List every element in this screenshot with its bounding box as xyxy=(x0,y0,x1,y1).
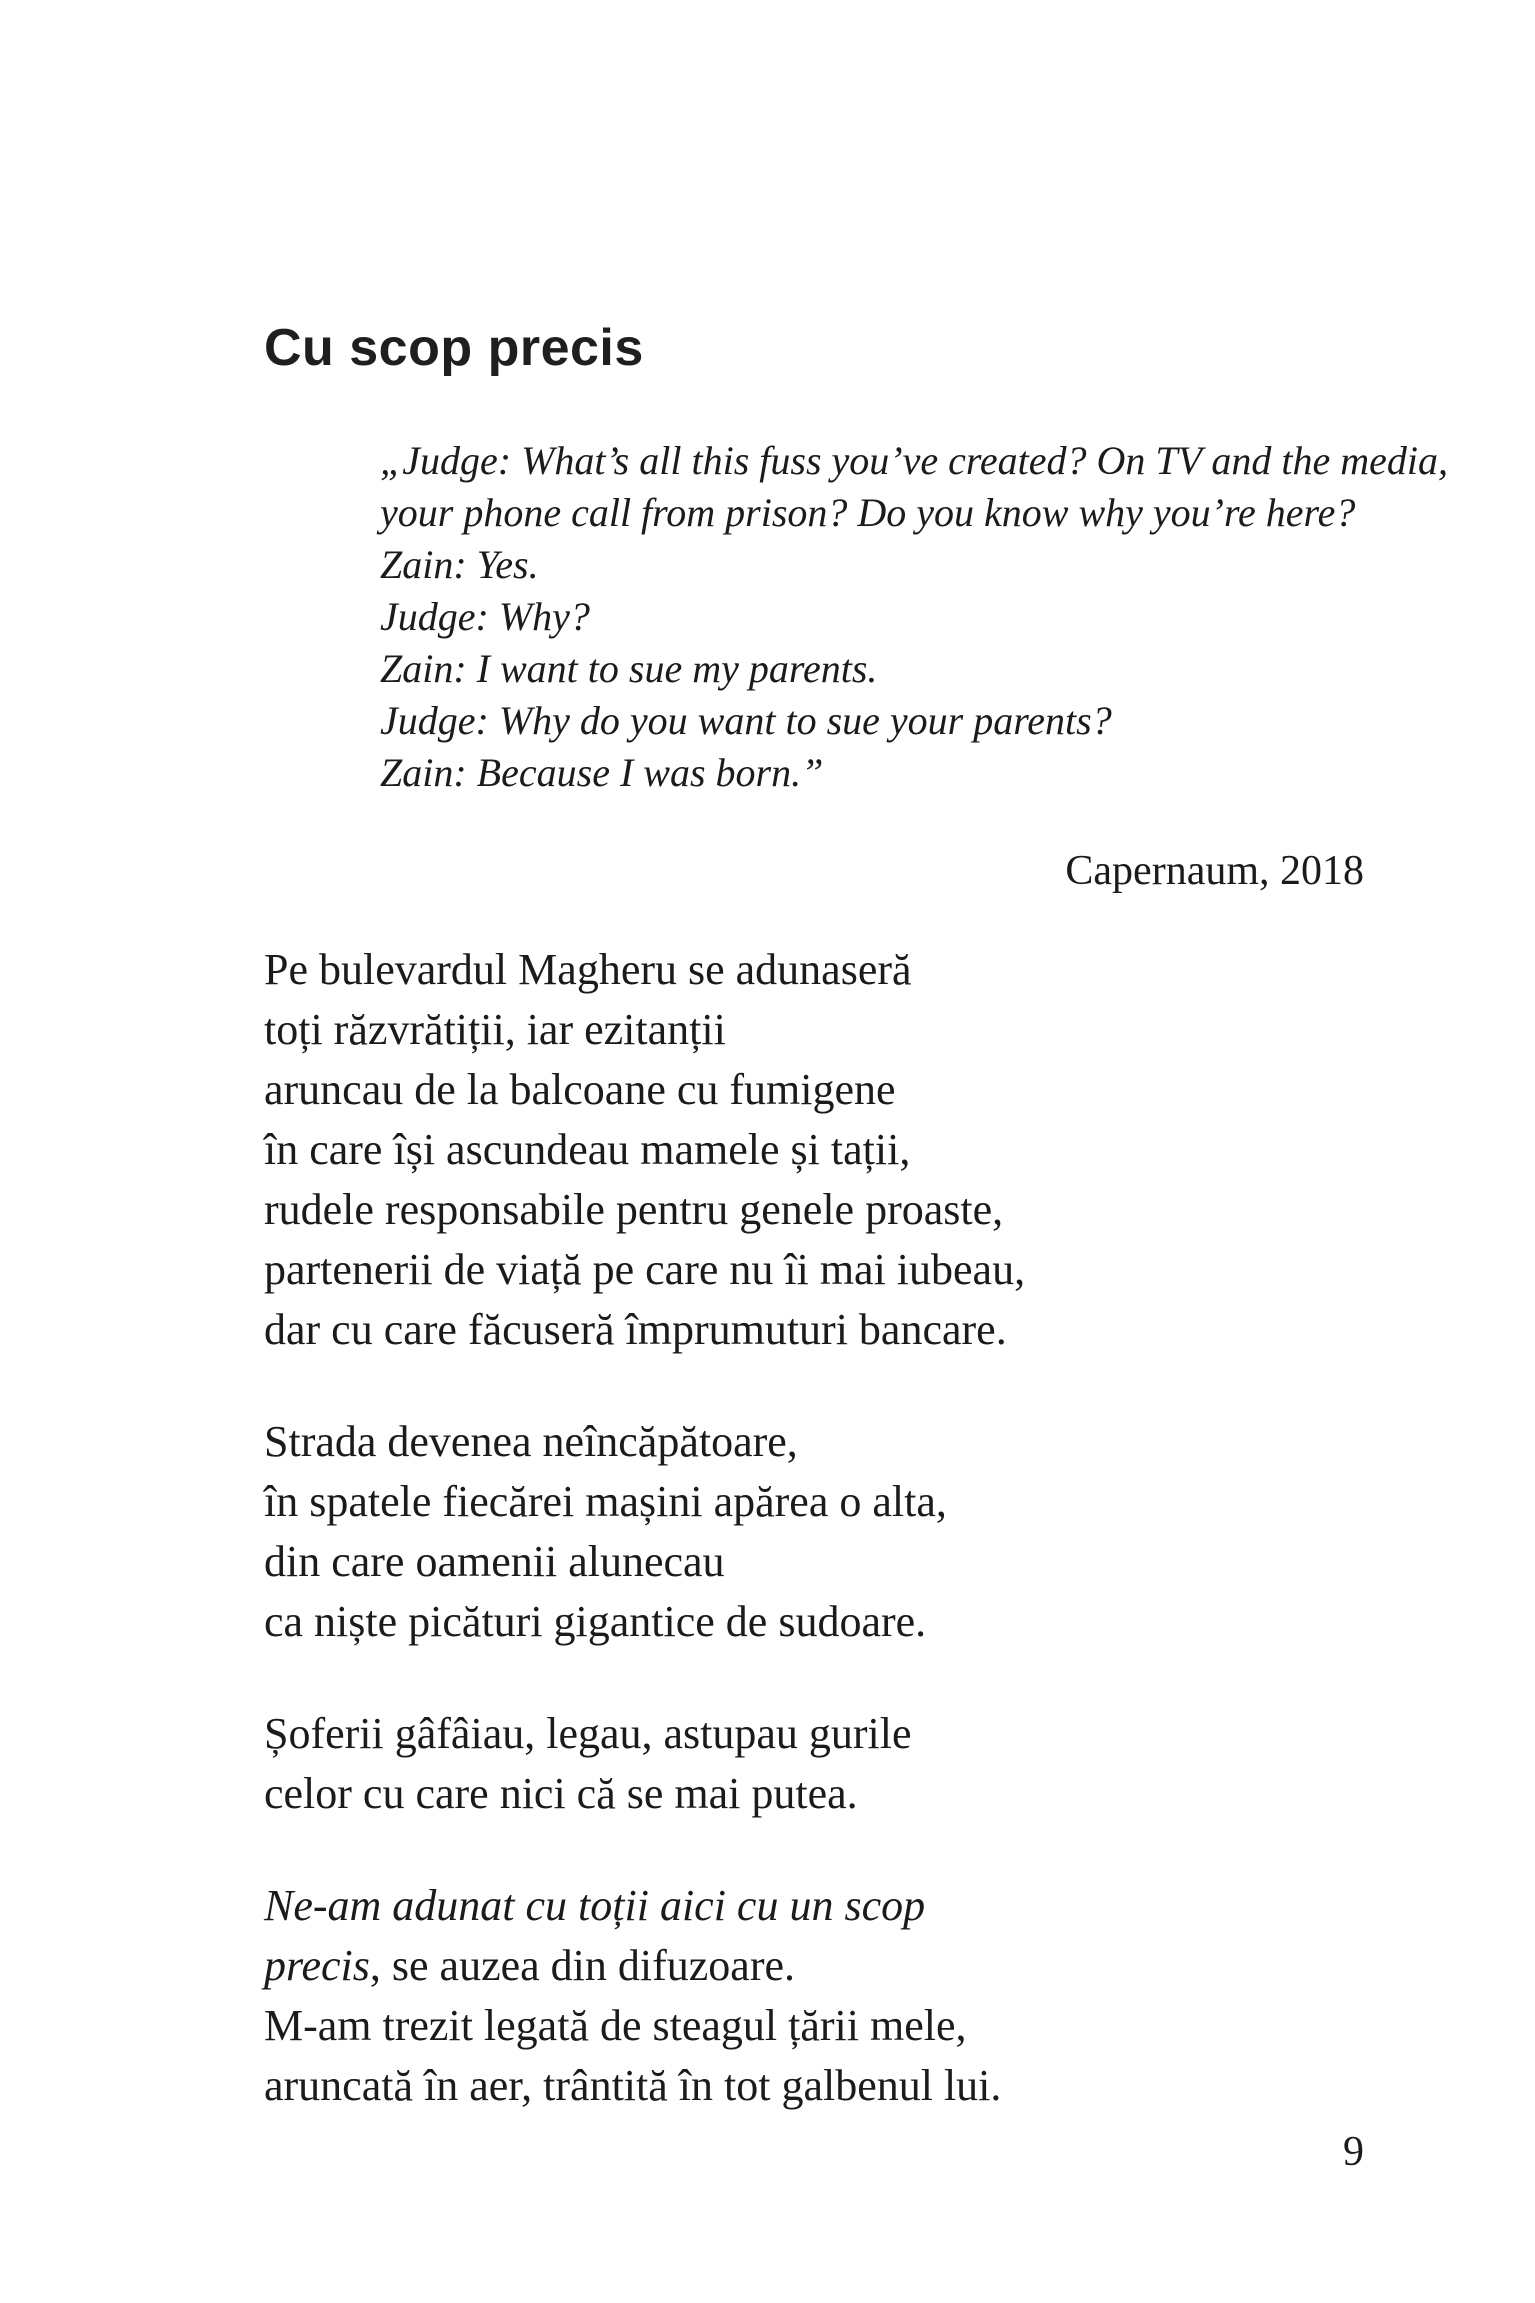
poem-text-segment: Ne-am adunat cu toții aici cu un scop xyxy=(264,1881,926,1931)
stanza xyxy=(264,940,1364,1360)
poem-text-segment: M-am trezit legată de steagul țării mele, xyxy=(264,2001,967,2051)
poem-text-segment: ca niște picături gigantice de sudoare. xyxy=(264,1597,927,1647)
poem-text-segment: partenerii de viață pe care nu îi mai iubeau, xyxy=(264,1245,1026,1295)
page-number: 9 xyxy=(1343,2129,1364,2175)
poem-text-segment: aruncată în aer, trântită în tot galbenul lui. xyxy=(264,2061,1002,2111)
poem-line xyxy=(264,2056,1364,2116)
poem-line xyxy=(264,1120,1364,1180)
poem-line xyxy=(264,1240,1364,1300)
epigraph-attribution: Capernaum, 2018 xyxy=(1065,848,1364,895)
epigraph-line: Zain: Yes. xyxy=(380,542,539,588)
poem-line xyxy=(264,940,1364,1000)
stanza xyxy=(264,1704,1364,1824)
epigraph-line: Zain: Because I was born.” xyxy=(380,750,824,796)
epigraph-line: Zain: I want to sue my parents. xyxy=(380,646,878,692)
poem xyxy=(264,940,1364,2116)
poem-text-segment: în care își ascundeau mamele și tații, xyxy=(264,1125,911,1175)
poem-text-segment: aruncau de la balcoane cu fumigene xyxy=(264,1065,896,1115)
poem-line xyxy=(264,1300,1364,1360)
poem-text-segment: toți răzvrătiții, iar ezitanții xyxy=(264,1005,726,1055)
poem-text-segment: precis xyxy=(264,1941,370,1991)
poem-line xyxy=(264,1876,1364,1936)
poem-text-segment: celor cu care nici că se mai putea. xyxy=(264,1769,858,1819)
epigraph-line: Judge: Why do you want to sue your parents? xyxy=(380,698,1112,744)
poem-line xyxy=(264,1936,1364,1996)
poem-line xyxy=(264,1472,1364,1532)
poem-line xyxy=(264,1000,1364,1060)
poem-line xyxy=(264,1060,1364,1120)
poem-text-segment: , se auzea din difuzoare. xyxy=(369,1941,796,1991)
poem-text-segment: dar cu care făcuseră împrumuturi bancare. xyxy=(264,1305,1007,1355)
poem-text-segment: Strada devenea neîncăpătoare, xyxy=(264,1417,798,1467)
poem-line xyxy=(264,1592,1364,1652)
poem-line xyxy=(264,1412,1364,1472)
stanza xyxy=(264,1412,1364,1652)
poem-line xyxy=(264,1764,1364,1824)
page-title: Cu scop precis xyxy=(264,319,644,377)
poem-text-segment: Pe bulevardul Magheru se adunaseră xyxy=(264,945,912,995)
poem-text-segment: Șoferii gâfâiau, legau, astupau gurile xyxy=(264,1709,912,1759)
poem-text-segment: în spatele fiecărei mașini apărea o alta, xyxy=(264,1477,947,1527)
stanza xyxy=(264,1876,1364,2116)
poem-line xyxy=(264,1532,1364,1592)
poem-line xyxy=(264,1180,1364,1240)
epigraph-line: Judge: Why? xyxy=(380,594,590,640)
poem-text-segment: rudele responsabile pentru genele proaste, xyxy=(264,1185,1004,1235)
poem-text-segment: din care oamenii alunecau xyxy=(264,1537,725,1587)
epigraph xyxy=(380,435,1449,799)
epigraph-line: your phone call from prison? Do you know why you’re here? xyxy=(380,490,1356,536)
poem-line xyxy=(264,1704,1364,1764)
poem-line xyxy=(264,1996,1364,2056)
epigraph-line: „Judge: What’s all this fuss you’ve created? On TV and the media, xyxy=(380,438,1449,484)
